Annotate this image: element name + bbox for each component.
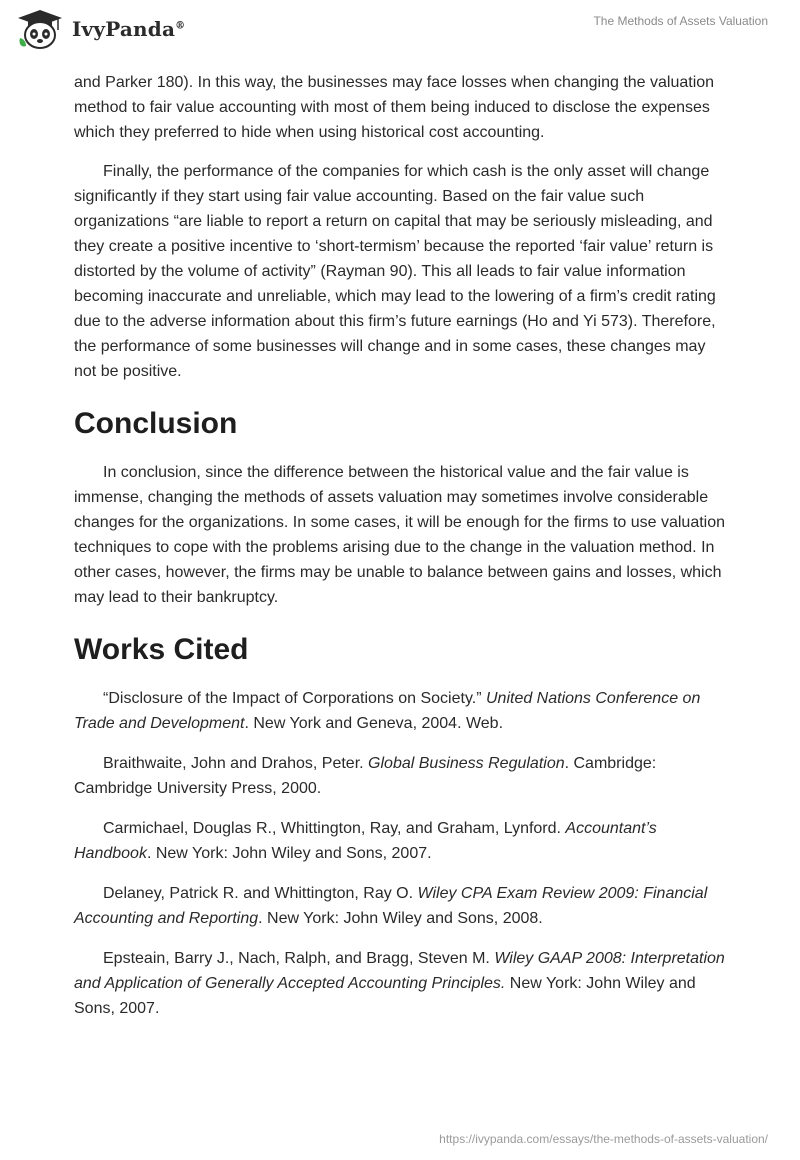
brand-name: IvyPanda® bbox=[72, 17, 186, 41]
conclusion-paragraph: In conclusion, since the difference between the historical value and the fair value is immense, changing the methods of assets valuation may sometimes involve considerable changes for the organizations. In some cases, it will be enough for the firms to use valuation techniques to cope with the problems arising due to the change in the valuation method. In other cases, however, the firms may be unable to balance between gains and losses, which may lead to their bankruptcy. bbox=[74, 464, 726, 606]
panda-graduate-icon bbox=[14, 8, 66, 50]
works-cited-heading: Works Cited bbox=[74, 633, 249, 666]
body-paragraph: Finally, the performance of the companies for which cash is the only asset will change significantly if they start using fair value accounting. Based on the fair value such organizations “are liable to report a return on capital that may be seriously misleading, and they create a positive incentive to ‘short-termism’ because the reported ‘fair value’ return is distorted by the volume of activity” (Rayman 90). This all leads to fair value information becoming inaccurate and unreliable, which may lead to the lowering of a firm’s credit rating due to the adverse information about this firm’s future earnings (Ho and Yi 573). Therefore, the performance of some businesses will change and in some cases, these changes may not be positive. bbox=[74, 163, 716, 380]
citation-entry: Delaney, Patrick R. and Whittington, Ray O. Wiley CPA Exam Review 2009: Financial Accounting and Reporting. New York: John Wiley and Sons, 2008. bbox=[74, 885, 708, 927]
page-header bbox=[0, 0, 800, 72]
citation-entry: Braithwaite, John and Drahos, Peter. Global Business Regulation. Cambridge: Cambridge University Press, 2000. bbox=[74, 755, 657, 797]
document-title: The Methods of Assets Valuation bbox=[593, 14, 768, 28]
citation-entry: Epsteain, Barry J., Nach, Ralph, and Bragg, Steven M. Wiley GAAP 2008: Interpretation and Application of Generally Accepted Accounting Principles. New York: John Wiley and Sons, 2007. bbox=[74, 950, 725, 1017]
essay-content bbox=[74, 70, 730, 1036]
source-url[interactable]: https://ivypanda.com/essays/the-methods-of-assets-valuation/ bbox=[439, 1132, 768, 1146]
citation-entry: Carmichael, Douglas R., Whittington, Ray, and Graham, Lynford. Accountant’s Handbook. New York: John Wiley and Sons, 2007. bbox=[74, 820, 657, 862]
body-paragraph: and Parker 180). In this way, the businesses may face losses when changing the valuation method to fair value accounting with most of them being induced to disclose the expenses which they preferred to hide when using historical cost accounting. bbox=[74, 74, 715, 141]
citation-entry: “Disclosure of the Impact of Corporations on Society.” United Nations Conference on Trade and Development. New York and Geneva, 2004. Web. bbox=[74, 690, 701, 732]
ivypanda-logo[interactable] bbox=[14, 8, 185, 50]
conclusion-heading: Conclusion bbox=[74, 407, 238, 440]
